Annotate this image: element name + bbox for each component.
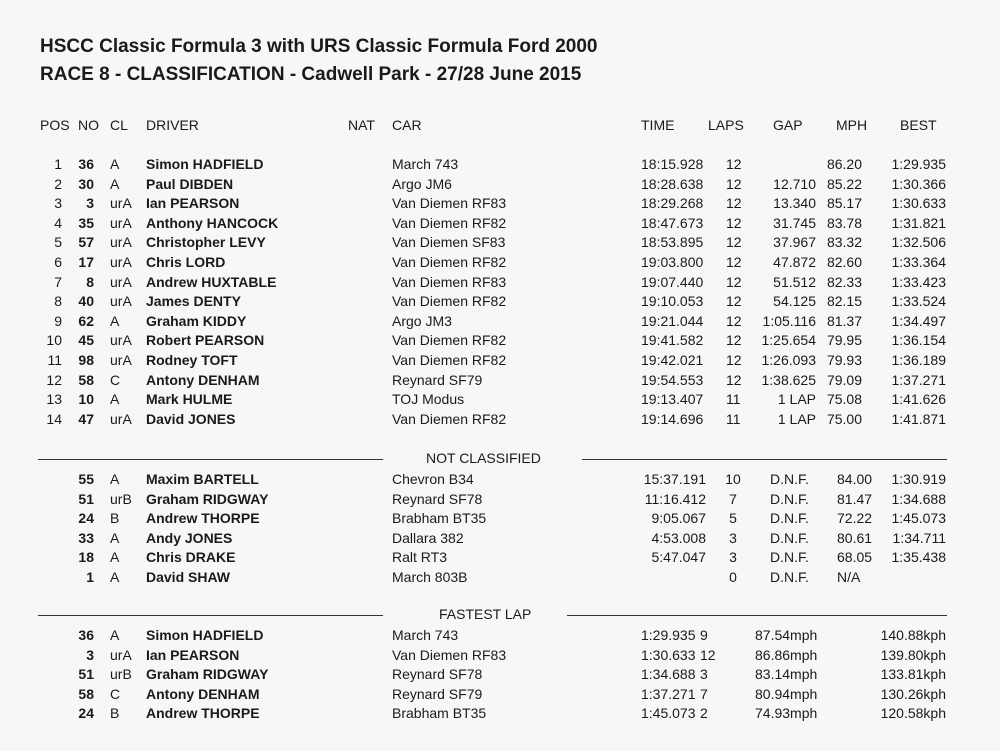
car-cell: Van Diemen RF83 [392, 646, 507, 663]
mph-cell: 86.20 [826, 156, 862, 172]
driver-cell: Graham RIDGWAY [146, 490, 269, 507]
driver-cell: Rodney TOFT [146, 352, 238, 368]
best-cell: 1:34.688 [891, 490, 946, 507]
class-cell: A [110, 471, 120, 487]
driver-cell: Graham KIDDY [146, 312, 247, 329]
gap-cell: 1:38.625 [761, 371, 816, 388]
time-cell: 1:30.633 [641, 646, 696, 663]
gap-cell: 47.872 [773, 254, 816, 270]
lap-cell: 2 [700, 705, 708, 722]
driver-cell: Robert PEARSON [146, 332, 265, 349]
laps-cell: 12 [726, 156, 742, 172]
gap-cell: 37.967 [773, 234, 816, 251]
laps-cell: 11 [726, 391, 741, 408]
pos-cell: 12 [46, 371, 62, 388]
car-cell: Reynard SF79 [392, 371, 483, 388]
gap-cell: 54.125 [773, 293, 816, 310]
driver-cell: Anthony HANCOCK [146, 214, 279, 231]
car-cell: Van Diemen RF82 [392, 293, 507, 310]
mph-cell: 79.95 [826, 332, 862, 349]
class-cell: urA [110, 254, 132, 270]
no-cell: 3 [86, 195, 94, 212]
no-cell: 55 [78, 471, 94, 487]
mph-cell: 85.17 [826, 195, 862, 212]
mph-cell: 80.61 [837, 529, 873, 546]
best-cell: 1:36.189 [891, 352, 946, 368]
best-cell: 1:45.073 [891, 510, 946, 527]
car-cell: Chevron B34 [392, 471, 474, 487]
table-row [0, 311, 1000, 331]
best-cell: 1:37.271 [891, 371, 946, 388]
table-row [0, 213, 1000, 233]
time-cell: 4:53.008 [651, 529, 706, 546]
laps-cell: 12 [726, 371, 742, 388]
divider [567, 615, 947, 616]
time-cell: 1:34.688 [641, 666, 696, 683]
class-cell: urA [110, 410, 132, 427]
time-cell: 18:29.268 [641, 195, 704, 212]
pos-cell: 13 [46, 391, 62, 408]
class-cell: urA [110, 352, 132, 368]
mph-cell: N/A [837, 569, 861, 585]
gap-cell: 31.745 [773, 214, 816, 231]
table-row [0, 625, 1000, 645]
lap-cell: 12 [700, 646, 716, 663]
mph-cell: 72.22 [837, 510, 873, 527]
table-row [0, 272, 1000, 292]
class-cell: A [110, 549, 120, 566]
laps-cell: 10 [725, 471, 741, 487]
time-cell: 5:47.047 [651, 549, 706, 566]
best-cell: 1:35.438 [891, 549, 946, 566]
no-cell: 18 [78, 549, 94, 566]
no-cell: 36 [78, 156, 94, 172]
gap-cell: 1:26.093 [761, 352, 816, 368]
table-row [0, 664, 1000, 684]
class-cell: B [110, 705, 120, 722]
time-cell: 1:29.935 [641, 627, 696, 643]
pos-cell: 6 [54, 254, 62, 270]
table-row [0, 350, 1000, 370]
table-row [0, 389, 1000, 409]
car-cell: Van Diemen RF82 [392, 254, 507, 270]
table-row [0, 370, 1000, 390]
driver-cell: Ian PEARSON [146, 195, 240, 212]
no-cell: 24 [78, 705, 94, 722]
no-cell: 3 [86, 646, 94, 663]
best-cell: 1:34.497 [891, 312, 946, 329]
pos-cell: 8 [54, 293, 62, 310]
car-cell: Brabham BT35 [392, 510, 487, 527]
col-mph: MPH [836, 117, 868, 133]
no-cell: 62 [78, 312, 94, 329]
lap-cell: 9 [700, 627, 708, 643]
laps-cell: 12 [726, 352, 742, 368]
laps-cell: 12 [726, 214, 742, 231]
best-cell: 1:31.821 [891, 214, 946, 231]
class-cell: urA [110, 646, 132, 663]
col-gap: GAP [773, 117, 803, 133]
driver-cell: Maxim BARTELL [146, 471, 259, 487]
best-cell: 1:34.711 [892, 529, 946, 546]
mph-cell: 74.93mph [755, 705, 818, 722]
divider [38, 459, 383, 460]
pos-cell: 11 [47, 352, 62, 368]
car-cell: Argo JM6 [392, 175, 452, 192]
class-cell: A [110, 312, 120, 329]
car-cell: Reynard SF78 [392, 490, 483, 507]
mph-cell: 80.94mph [755, 685, 818, 702]
no-cell: 98 [78, 352, 94, 368]
class-cell: urA [110, 293, 132, 310]
class-cell: C [110, 685, 121, 702]
col-laps: LAPS [708, 117, 744, 133]
class-cell: A [110, 627, 120, 643]
time-cell: 19:21.044 [641, 312, 704, 329]
laps-cell: 11 [726, 410, 741, 427]
car-cell: Van Diemen RF82 [392, 332, 507, 349]
driver-cell: Andy JONES [146, 529, 233, 546]
col-time: TIME [641, 117, 675, 133]
car-cell: Ralt RT3 [392, 549, 447, 566]
driver-cell: Graham RIDGWAY [146, 666, 269, 683]
no-cell: 47 [78, 410, 94, 427]
col-cl: CL [110, 117, 128, 133]
time-cell: 11:16.412 [644, 490, 706, 507]
mph-cell: 82.60 [826, 254, 862, 270]
column-header-row [0, 115, 1000, 135]
divider [38, 615, 383, 616]
table-row [0, 645, 1000, 665]
col-nat: NAT [348, 117, 375, 133]
laps-cell: 12 [726, 234, 742, 251]
time-cell: 19:07.440 [641, 273, 704, 290]
table-row [0, 252, 1000, 272]
table-row [0, 232, 1000, 252]
no-cell: 35 [78, 214, 94, 231]
driver-cell: Christopher LEVY [146, 234, 266, 251]
table-row [0, 409, 1000, 429]
kph-cell: 139.80kph [880, 646, 946, 663]
driver-cell: Andrew THORPE [146, 510, 260, 527]
gap-cell: 51.512 [773, 273, 816, 290]
driver-cell: Andrew HUXTABLE [146, 273, 277, 290]
kph-cell: 140.88kph [880, 627, 946, 643]
time-cell: 19:41.582 [641, 332, 704, 349]
car-cell: Van Diemen RF82 [392, 410, 507, 427]
laps-cell: 12 [726, 293, 742, 310]
pos-cell: 10 [46, 332, 62, 349]
kph-cell: 120.58kph [880, 705, 946, 722]
table-row [0, 508, 1000, 528]
no-cell: 51 [78, 490, 94, 507]
mph-cell: 83.78 [826, 214, 862, 231]
mph-cell: 81.37 [826, 312, 862, 329]
driver-cell: Chris LORD [146, 254, 226, 270]
lap-cell: 3 [700, 666, 708, 683]
car-cell: Van Diemen RF82 [392, 214, 507, 231]
time-cell: 19:13.407 [641, 391, 704, 408]
car-cell: Van Diemen SF83 [392, 234, 506, 251]
gap-cell: 1:05.116 [762, 312, 816, 329]
kph-cell: 130.26kph [880, 685, 946, 702]
gap-cell: D.N.F. [770, 569, 809, 585]
col-driver: DRIVER [146, 117, 199, 133]
no-cell: 30 [78, 175, 94, 192]
best-cell: 1:41.871 [891, 410, 946, 427]
no-cell: 1 [86, 569, 94, 585]
mph-cell: 82.33 [826, 273, 862, 290]
pos-cell: 7 [54, 273, 62, 290]
col-pos: POS [40, 117, 70, 133]
time-cell: 18:47.673 [641, 214, 704, 231]
table-row [0, 547, 1000, 567]
gap-cell: 1 LAP [777, 410, 816, 427]
class-cell: A [110, 529, 120, 546]
pos-cell: 9 [54, 312, 62, 329]
class-cell: A [110, 175, 120, 192]
mph-cell: 68.05 [837, 549, 873, 566]
driver-cell: David SHAW [146, 569, 231, 585]
best-cell: 1:30.919 [891, 471, 946, 487]
time-cell: 18:28.638 [641, 175, 704, 192]
best-cell: 1:41.626 [891, 391, 946, 408]
no-cell: 24 [78, 510, 94, 527]
mph-cell: 79.09 [826, 371, 862, 388]
kph-cell: 133.81kph [880, 666, 946, 683]
laps-cell: 12 [726, 332, 742, 349]
car-cell: Dallara 382 [392, 529, 464, 546]
gap-cell: 1 LAP [777, 391, 816, 408]
car-cell: TOJ Modus [392, 391, 465, 408]
best-cell: 1:33.524 [891, 293, 946, 310]
best-cell: 1:30.366 [891, 175, 946, 192]
driver-cell: Simon HADFIELD [146, 627, 264, 643]
mph-cell: 83.32 [826, 234, 862, 251]
gap-cell: 1:25.654 [761, 332, 816, 349]
divider [582, 459, 947, 460]
car-cell: Reynard SF78 [392, 666, 483, 683]
time-cell: 19:42.021 [641, 352, 704, 368]
laps-cell: 3 [729, 529, 737, 546]
car-cell: Argo JM3 [392, 312, 452, 329]
no-cell: 45 [78, 332, 94, 349]
class-cell: urA [110, 214, 132, 231]
no-cell: 8 [86, 273, 94, 290]
table-row [0, 291, 1000, 311]
time-cell: 19:03.800 [641, 254, 704, 270]
time-cell: 18:53.895 [641, 234, 704, 251]
laps-cell: 0 [729, 569, 737, 585]
class-cell: urA [110, 273, 132, 290]
no-cell: 51 [78, 666, 94, 683]
time-cell: 19:10.053 [641, 293, 704, 310]
driver-cell: Mark HULME [146, 391, 233, 408]
table-row [0, 154, 1000, 174]
class-cell: urB [110, 490, 132, 507]
no-cell: 33 [78, 529, 94, 546]
not-classified-heading: NOT CLASSIFIED [426, 450, 541, 466]
car-cell: Reynard SF79 [392, 685, 483, 702]
best-cell: 1:32.506 [891, 234, 946, 251]
gap-cell: D.N.F. [770, 510, 809, 527]
table-row [0, 703, 1000, 723]
mph-cell: 84.00 [837, 471, 873, 487]
laps-cell: 12 [726, 254, 742, 270]
laps-cell: 12 [726, 175, 742, 192]
mph-cell: 85.22 [826, 175, 862, 192]
mph-cell: 79.93 [826, 352, 862, 368]
pos-cell: 4 [54, 214, 62, 231]
class-cell: A [110, 391, 120, 408]
driver-cell: David JONES [146, 410, 236, 427]
no-cell: 36 [78, 627, 94, 643]
table-row [0, 528, 1000, 548]
gap-cell: D.N.F. [770, 529, 809, 546]
driver-cell: Chris DRAKE [146, 549, 236, 566]
no-cell: 57 [78, 234, 94, 251]
time-cell: 9:05.067 [651, 510, 706, 527]
no-cell: 40 [78, 293, 94, 310]
table-row [0, 469, 1000, 489]
page-subtitle: RACE 8 - CLASSIFICATION - Cadwell Park - 27/28 June 2015 [40, 64, 582, 85]
pos-cell: 5 [54, 234, 62, 251]
col-no: NO [78, 117, 99, 133]
time-cell: 19:14.696 [641, 410, 704, 427]
class-cell: urA [110, 234, 132, 251]
car-cell: March 743 [392, 627, 459, 643]
time-cell: 15:37.191 [643, 471, 706, 487]
no-cell: 58 [78, 371, 94, 388]
driver-cell: Simon HADFIELD [146, 156, 264, 172]
best-cell: 1:30.633 [891, 195, 946, 212]
laps-cell: 12 [726, 273, 742, 290]
car-cell: March 743 [392, 156, 459, 172]
best-cell: 1:29.935 [891, 156, 946, 172]
car-cell: March 803B [392, 569, 468, 585]
gap-cell: D.N.F. [770, 471, 809, 487]
class-cell: A [110, 156, 120, 172]
time-cell: 18:15.928 [641, 156, 704, 172]
col-car: CAR [392, 117, 422, 133]
no-cell: 17 [78, 254, 94, 270]
mph-cell: 82.15 [826, 293, 862, 310]
time-cell: 1:37.271 [641, 685, 696, 702]
laps-cell: 12 [726, 195, 742, 212]
car-cell: Van Diemen RF83 [392, 195, 507, 212]
class-cell: A [110, 569, 120, 585]
gap-cell: 12.710 [773, 175, 816, 192]
table-row [0, 567, 1000, 587]
gap-cell: 13.340 [773, 195, 816, 212]
no-cell: 58 [78, 685, 94, 702]
table-row [0, 174, 1000, 194]
laps-cell: 3 [729, 549, 737, 566]
lap-cell: 7 [700, 685, 708, 702]
mph-cell: 87.54mph [755, 627, 818, 643]
class-cell: urB [110, 666, 132, 683]
mph-cell: 83.14mph [755, 666, 818, 683]
mph-cell: 75.00 [826, 410, 862, 427]
no-cell: 10 [78, 391, 94, 408]
driver-cell: Ian PEARSON [146, 646, 240, 663]
car-cell: Van Diemen RF82 [392, 352, 507, 368]
class-cell: urA [110, 195, 132, 212]
table-row [0, 489, 1000, 509]
car-cell: Van Diemen RF83 [392, 273, 507, 290]
best-cell: 1:33.364 [891, 254, 946, 270]
time-cell: 19:54.553 [641, 371, 704, 388]
gap-cell: D.N.F. [770, 549, 809, 566]
driver-cell: Antony DENHAM [146, 371, 260, 388]
time-cell: 1:45.073 [641, 705, 696, 722]
class-cell: C [110, 371, 121, 388]
laps-cell: 7 [729, 490, 737, 507]
table-row [0, 330, 1000, 350]
class-cell: B [110, 510, 120, 527]
mph-cell: 75.08 [826, 391, 862, 408]
best-cell: 1:33.423 [891, 273, 946, 290]
gap-cell: D.N.F. [770, 490, 809, 507]
best-cell: 1:36.154 [891, 332, 946, 349]
car-cell: Brabham BT35 [392, 705, 487, 722]
table-row [0, 684, 1000, 704]
mph-cell: 81.47 [837, 490, 873, 507]
driver-cell: Paul DIBDEN [146, 175, 234, 192]
pos-cell: 1 [54, 156, 62, 172]
mph-cell: 86.86mph [755, 646, 818, 663]
pos-cell: 14 [46, 410, 62, 427]
laps-cell: 12 [726, 312, 742, 329]
table-row [0, 193, 1000, 213]
driver-cell: Andrew THORPE [146, 705, 260, 722]
driver-cell: James DENTY [146, 293, 241, 310]
col-best: BEST [900, 117, 937, 133]
driver-cell: Antony DENHAM [146, 685, 260, 702]
page-title: HSCC Classic Formula 3 with URS Classic Formula Ford 2000 [40, 36, 598, 57]
fastest-lap-heading: FASTEST LAP [439, 606, 532, 622]
class-cell: urA [110, 332, 132, 349]
pos-cell: 2 [54, 175, 62, 192]
laps-cell: 5 [729, 510, 737, 527]
pos-cell: 3 [54, 195, 62, 212]
